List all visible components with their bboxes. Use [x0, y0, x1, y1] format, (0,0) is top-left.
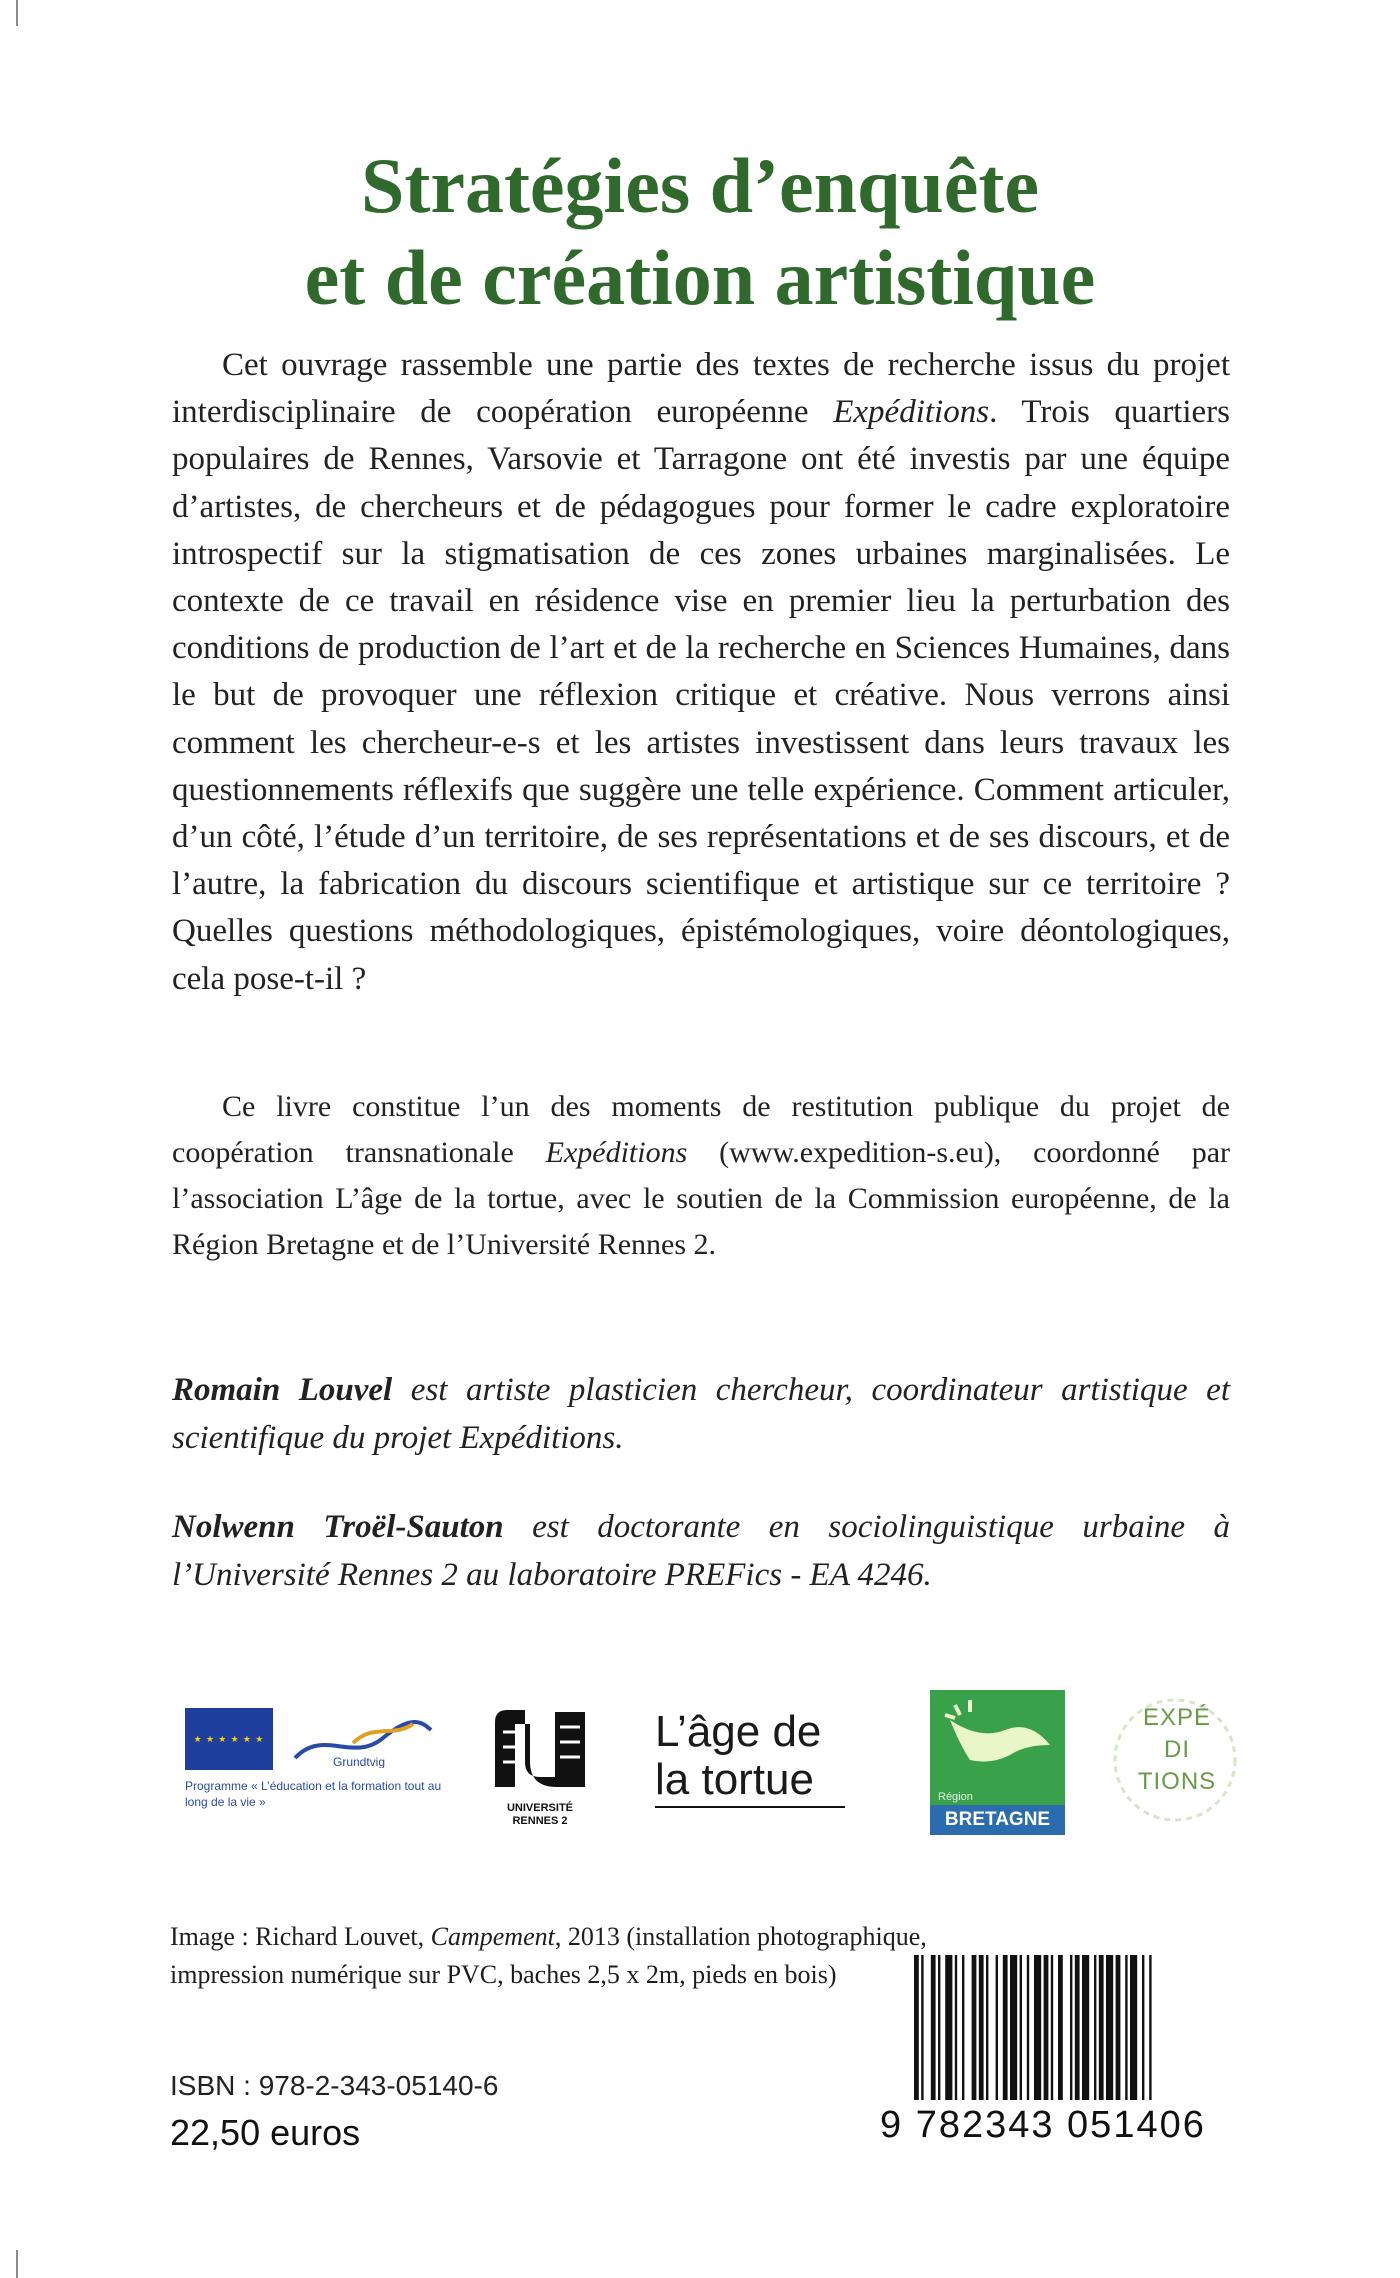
- project-note-block: [172, 1084, 1230, 1268]
- exped-line-1: EXPÉ: [1142, 1704, 1212, 1731]
- author-bio-1: [172, 1366, 1230, 1462]
- barcode-bar: [1034, 1955, 1041, 2100]
- bretagne-name: BRETAGNE: [930, 1805, 1065, 1835]
- expeditions-logo: [1110, 1680, 1240, 1840]
- eu-flag-icon: ★ ★ ★ ★ ★ ★: [185, 1708, 273, 1770]
- rennes-emblem-icon: [485, 1702, 595, 1797]
- region-bretagne-logo: [930, 1690, 1065, 1835]
- crop-mark-bottom: [16, 2250, 18, 2278]
- universite-rennes-logo: [485, 1702, 595, 1827]
- image-credit: [170, 1918, 1020, 1994]
- price-label: 22,50 euros: [170, 2112, 361, 2153]
- author-description-2: est doctorante en sociolinguistique urbaine à l’Université Rennes 2 au laboratoire PREFics - EA 4246.: [172, 1509, 1230, 1593]
- barcode-digits: 9 782343 051406: [880, 2104, 1206, 2146]
- grundtvig-wave-icon: [293, 1718, 433, 1768]
- barcode-bar: [962, 1955, 964, 2100]
- barcode-bar: [921, 1955, 923, 2100]
- barcode-bar: [1099, 1955, 1104, 2100]
- barcode-bar: [1142, 1955, 1144, 2100]
- barcode-bar: [1082, 1955, 1089, 2100]
- barcode-bar: [931, 1955, 936, 2100]
- barcode-bar: [1058, 1955, 1063, 2100]
- barcode-bar: [1051, 1955, 1053, 2100]
- barcode-bar: [1044, 1955, 1049, 2100]
- summary-paragraph: Cet ouvrage rassemble une partie des textes de recherche issus du projet interdisciplinaire de coopération européenne Expéditions. Trois quartiers populaires de Rennes, Varsovie et Tarragone ont été investis par une équipe d’artistes, de chercheurs et de pédagogues pour former le cadre exploratoire introspectif sur la stigmatisation de ces zones urbaines marginalisées. Le contexte de ce travail en résidence vise en premier lieu la perturbation des conditions de production de l’art et de la recherche en Sciences Humaines, dans le but de provoquer une réflexion critique et créative. Nous verrons ainsi comment les chercheur-e-s et les artistes investissent dans leurs travaux les questionnements réflexifs que suggère une telle expérience. Comment articuler, d’un côté, l’étude d’un territoire, de ses représentations et de ses discours, et de l’autre, la fabrication du discours scientifique et artistique sur ce territoire ? Quelles questions méthodologiques, épistémologiques, voire déontologiques, cela pose-t-il ?: [172, 347, 1230, 997]
- bretagne-top-label: Région: [938, 1791, 973, 1803]
- barcode-bar: [955, 1955, 957, 2100]
- barcode-bar: [1070, 1955, 1072, 2100]
- project-note-paragraph: Ce livre constitue l’un des moments de restitution publique du projet de coopération transnationale Expéditions (www.expedition-s.eu), coordonné par l’association L’âge de la tortue, avec le soutien de la Commission européenne, de la Région Bretagne et de l’Université Rennes 2.: [172, 1090, 1230, 1261]
- exped-line-2: DI: [1164, 1736, 1190, 1763]
- barcode-bar: [1149, 1955, 1151, 2100]
- eu-grundtvig-logo: [185, 1708, 447, 1818]
- barcode-bar: [1106, 1955, 1113, 2100]
- barcode-bar: [996, 1955, 998, 2100]
- age-de-la-tortue-logo: [655, 1708, 850, 1818]
- barcode-bar: [979, 1955, 984, 2100]
- barcode-bar: [1010, 1955, 1017, 2100]
- tortue-line-2: la tortue: [655, 1755, 814, 1804]
- author-description-1: est artiste plasticien chercheur, coordinateur artistique et scientifique du projet Expéditions.: [172, 1372, 1230, 1456]
- partner-logos: [150, 1680, 1250, 1850]
- barcode-bar: [1130, 1955, 1137, 2100]
- barcode-bar: [1116, 1955, 1121, 2100]
- barcode-bar: [945, 1955, 952, 2100]
- credit-work-title: Campement: [430, 1922, 555, 1951]
- barcode-bar: [972, 1955, 977, 2100]
- isbn-number: ISBN : 978-2-343-05140-6: [170, 2070, 499, 2101]
- barcode-bar: [938, 1955, 940, 2100]
- author-bio-2: [172, 1503, 1230, 1599]
- author-name-1: Romain Louvel: [172, 1372, 393, 1408]
- credit-suffix: , 2013 (installation photographique, impression numérique sur PVC, baches 2,5 x 2m, pieds en bois): [170, 1922, 927, 1989]
- barcode-bar: [986, 1955, 988, 2100]
- barcode-bar: [1003, 1955, 1008, 2100]
- barcode-bar: [914, 1955, 919, 2100]
- book-title: [150, 140, 1250, 324]
- title-line-2: et de création artistique: [304, 234, 1096, 321]
- bretagne-bird-icon: [930, 1690, 1065, 1800]
- eu-caption: Programme « L’éducation et la formation tout au long de la vie »: [185, 1779, 442, 1809]
- author-name-2: Nolwenn Troël-Sauton: [172, 1509, 504, 1545]
- barcode-bar: [1075, 1955, 1080, 2100]
- barcode-bar: [1125, 1955, 1127, 2100]
- crop-mark-top: [16, 0, 18, 26]
- credit-prefix: Image : Richard Louvet,: [170, 1922, 431, 1951]
- exped-line-3: TIONS: [1137, 1768, 1217, 1795]
- barcode-bar: [1027, 1955, 1029, 2100]
- barcode-bar: [1020, 1955, 1022, 2100]
- title-line-1: Stratégies d’enquête: [360, 142, 1040, 229]
- barcode-bar: [1094, 1955, 1096, 2100]
- tortue-line-1: L’âge de: [655, 1707, 822, 1756]
- eu-brand-text: Grundtvig: [333, 1755, 386, 1768]
- summary-text-block: [172, 342, 1230, 1003]
- rennes-caption: UNIVERSITÉ RENNES 2: [506, 1802, 573, 1827]
- expeditions-text: [1122, 1702, 1232, 1798]
